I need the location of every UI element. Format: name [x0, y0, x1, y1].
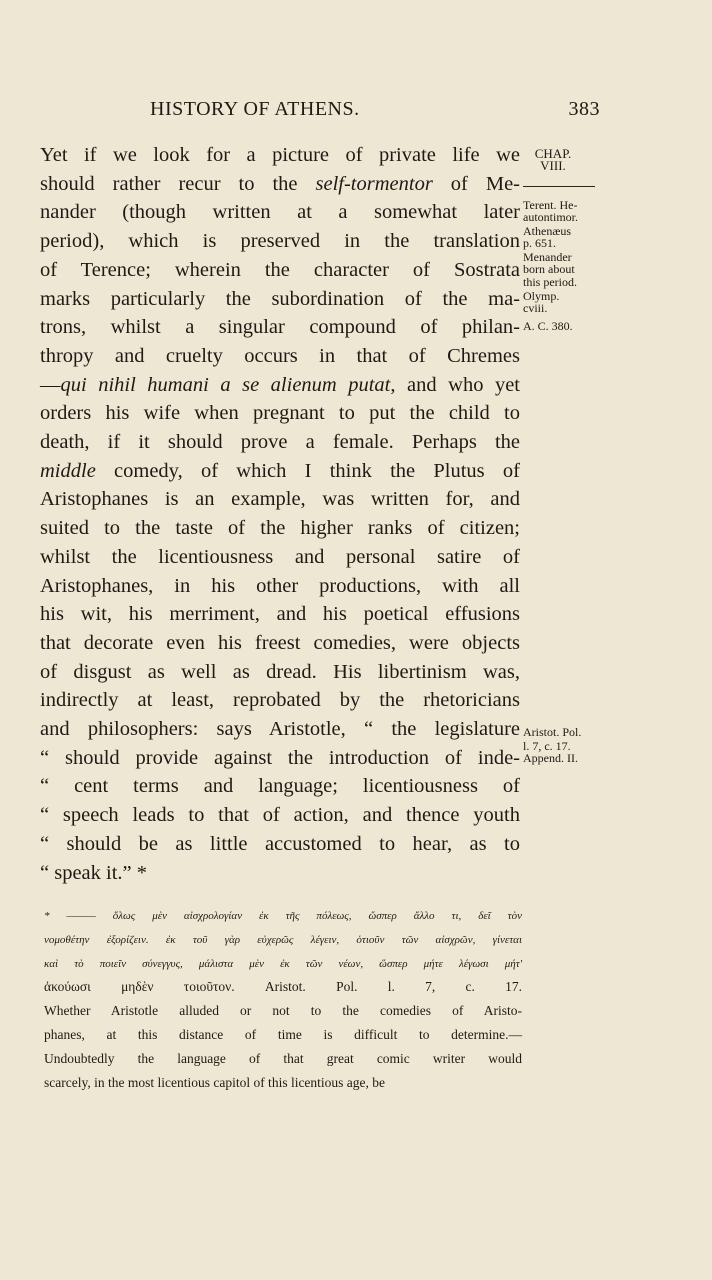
text-line	[40, 399, 520, 427]
text-line	[40, 658, 520, 686]
text-line	[40, 371, 520, 399]
margin-note: A. C. 380.	[523, 319, 573, 333]
text-span: nander (though written at a somewhat later	[40, 201, 520, 224]
text-span: that decorate even his freest comedies, were objects	[40, 631, 520, 654]
text-line	[40, 198, 520, 226]
greek-quotation-line: * ——— ὅλως μὲν αἰσχρολογίαν ἐκ τῆς πόλεως, ὥσπερ ἄλλο τι, δεῖ τὸν	[44, 910, 522, 922]
text-line	[40, 457, 520, 485]
text-line	[40, 801, 520, 829]
text-span: —	[40, 373, 61, 396]
greek-quotation-line: καὶ τὸ ποιεῖν σύνεγγυς, μάλιστα μὲν ἐκ τῶν νέων, ὥσπερ μήτε λέγωσι μήτ'	[44, 957, 522, 970]
margin-note: this period.	[523, 275, 577, 289]
text-span: of Terence; wherein the character of Sostrata	[40, 258, 520, 281]
text-span: , and who yet	[390, 373, 521, 396]
text-span: of Me-	[432, 172, 521, 195]
footnote-line: Whether Aristotle alluded or not to the comedies of Aristo-	[44, 1003, 522, 1019]
page-number: 383	[568, 98, 600, 120]
text-span: “ should be as little accustomed to hear, as to	[40, 832, 520, 855]
text-line	[40, 715, 520, 743]
italic-phrase: self-tormentor	[315, 172, 433, 195]
text-span: period), which is preserved in the translation	[40, 230, 520, 253]
text-line	[40, 629, 520, 657]
margin-note: VIII.	[540, 158, 566, 173]
margin-note: cviii.	[523, 301, 548, 315]
text-span: trons, whilst a singular compound of philan-	[40, 316, 520, 339]
text-span: marks particularly the subordination of the ma-	[40, 287, 520, 310]
margin-note: Menander	[523, 250, 572, 264]
margin-note: autontimor.	[523, 210, 578, 224]
text-line	[40, 600, 520, 628]
margin-note: Aristot. Pol.	[523, 725, 582, 739]
text-line	[40, 772, 520, 800]
text-span: suited to the taste of the higher ranks of citizen;	[40, 517, 520, 540]
margin-note: l. 7, c. 17.	[523, 739, 571, 753]
text-line	[40, 744, 520, 772]
text-span: “ cent terms and language; licentiousness of	[40, 775, 520, 798]
text-span: should rather recur to the	[40, 172, 316, 195]
margin-note: p. 651.	[523, 236, 556, 250]
text-span: Yet if we look for a picture of private life we	[40, 144, 520, 166]
text-span: his wit, his merriment, and his poetical effusions	[40, 603, 520, 626]
text-span: Aristophanes, in his other productions, with all	[40, 574, 520, 597]
margin-note: Append. II.	[523, 751, 578, 765]
text-line	[40, 830, 520, 858]
text-span: “ speak it.” *	[40, 861, 148, 884]
margin-note: born about	[523, 262, 575, 276]
text-line	[40, 859, 520, 887]
text-line	[40, 342, 520, 370]
text-span: “ should provide against the introduction of inde-	[40, 746, 520, 769]
italic-phrase: middle	[40, 459, 96, 482]
text-span: indirectly at least, reprobated by the rhetoricians	[40, 689, 520, 712]
text-span: comedy, of which I think the Plutus of	[95, 459, 520, 482]
text-line	[40, 313, 520, 341]
footnote-line: phanes, at this distance of time is difficult to determine.—	[44, 1027, 522, 1042]
margin-note: CHAP.	[534, 146, 572, 161]
text-line	[40, 256, 520, 284]
text-span: and philosophers: says Aristotle, “ the legislature	[40, 718, 520, 740]
margin-note: Terent. He-	[523, 198, 578, 212]
text-line	[40, 428, 520, 456]
text-span: death, if it should prove a female. Perhaps the	[40, 431, 520, 453]
margin-rule	[523, 186, 595, 187]
greek-quotation-line: νομοθέτην ἐξορίζειν. ἐκ τοῦ γὰρ εὐχερῶς λέγειν, ὁτιοῦν τῶν αἰσχρῶν, γίνεται	[44, 933, 522, 946]
text-line	[40, 572, 520, 600]
text-span: of disgust as well as dread. His libertinism was,	[40, 660, 520, 683]
italic-phrase: qui nihil humani a se alienum putat	[60, 373, 391, 396]
text-line	[40, 686, 520, 714]
text-span: whilst the licentiousness and personal satire of	[40, 545, 520, 568]
text-span: “ speech leads to that of action, and thence youth	[40, 804, 520, 827]
text-line	[40, 485, 520, 513]
running-title: HISTORY OF ATHENS.	[150, 98, 360, 120]
footnote-line: Undoubtedly the language of that great comic writer would	[44, 1050, 522, 1066]
margin-note: Athenæus	[523, 224, 571, 238]
text-line	[40, 170, 520, 198]
text-line	[40, 285, 520, 313]
margin-note: Olymp.	[523, 289, 560, 303]
text-line	[40, 514, 520, 542]
text-span: thropy and cruelty occurs in that of Chremes	[40, 344, 520, 367]
footnote-line: scarcely, in the most licentious capitol of this licentious age, be	[44, 1074, 386, 1090]
text-line	[40, 227, 520, 255]
footnote-line: ἀκούωσι μηδὲν τοιοῦτον. Aristot. Pol. l. 7, c. 17.	[44, 979, 522, 995]
text-line	[40, 141, 520, 169]
text-span: orders his wife when pregnant to put the child to	[40, 402, 520, 425]
text-line	[40, 543, 520, 571]
text-span: Aristophanes is an example, was written for, and	[40, 488, 520, 511]
